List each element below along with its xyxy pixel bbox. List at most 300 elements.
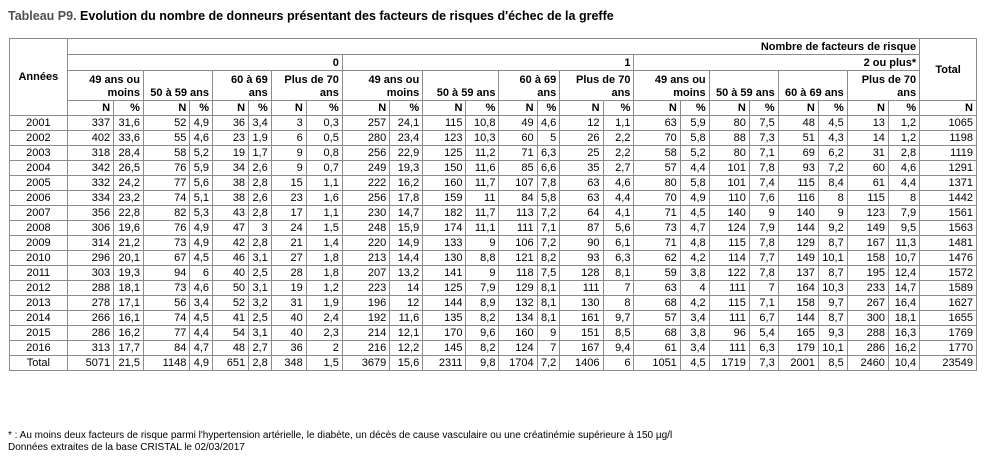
- percent-cell: 7,2: [818, 161, 847, 176]
- n-header: N: [213, 101, 249, 116]
- count-cell: 334: [67, 191, 113, 206]
- n-header: N: [67, 101, 113, 116]
- percent-cell: 24,1: [390, 116, 423, 131]
- percent-cell: 3,4: [190, 296, 213, 311]
- percent-cell: 11,7: [466, 206, 499, 221]
- percent-cell: 7,4: [749, 176, 778, 191]
- count-cell: 101: [709, 176, 749, 191]
- percent-cell: 4,2: [680, 296, 709, 311]
- percent-cell: 6,3: [603, 251, 634, 266]
- count-cell: 2460: [847, 356, 888, 371]
- percent-cell: 3,1: [249, 326, 272, 341]
- percent-cell: 16,2: [114, 326, 144, 341]
- row-total-cell: 1291: [920, 161, 977, 176]
- percent-cell: 4,6: [190, 281, 213, 296]
- percent-cell: 0,3: [306, 116, 342, 131]
- count-cell: 165: [778, 326, 818, 341]
- count-cell: 60: [499, 131, 537, 146]
- group-header-2-plus: 2 ou plus*: [634, 55, 920, 71]
- count-cell: 56: [143, 296, 189, 311]
- percent-cell: 16,3: [888, 326, 919, 341]
- count-cell: 36: [271, 341, 306, 356]
- percent-cell: 9: [537, 326, 560, 341]
- age-header: Plus de 70 ans: [560, 71, 634, 101]
- count-cell: 57: [634, 311, 680, 326]
- percent-cell: 1,7: [249, 146, 272, 161]
- percent-cell: 7,1: [749, 146, 778, 161]
- table-row: [10, 311, 977, 326]
- percent-cell: 8: [888, 191, 919, 206]
- count-cell: 82: [143, 206, 189, 221]
- percent-cell: 2: [306, 341, 342, 356]
- count-cell: 6: [271, 131, 306, 146]
- count-cell: 77: [143, 326, 189, 341]
- count-cell: 356: [67, 206, 113, 221]
- count-cell: 76: [143, 161, 189, 176]
- year-cell: 2010: [10, 251, 68, 266]
- count-cell: 12: [560, 116, 603, 131]
- percent-cell: 24,2: [114, 176, 144, 191]
- table-row: [10, 266, 977, 281]
- percent-cell: 6,6: [537, 161, 560, 176]
- percent-cell: 5,8: [680, 176, 709, 191]
- count-cell: 80: [709, 116, 749, 131]
- count-cell: 182: [423, 206, 466, 221]
- percent-cell: 4,2: [680, 251, 709, 266]
- percent-cell: 5,9: [680, 116, 709, 131]
- percent-cell: 9,6: [466, 326, 499, 341]
- percent-cell: 2,8: [249, 236, 272, 251]
- percent-cell: 21,5: [114, 356, 144, 371]
- percent-cell: 7,6: [749, 191, 778, 206]
- count-cell: 167: [560, 341, 603, 356]
- row-total-cell: 23549: [920, 356, 977, 371]
- percent-header: %: [249, 101, 272, 116]
- percent-cell: 5,2: [680, 146, 709, 161]
- count-cell: 296: [67, 251, 113, 266]
- count-cell: 14: [847, 131, 888, 146]
- count-cell: 13: [847, 116, 888, 131]
- percent-cell: 4,7: [190, 341, 213, 356]
- percent-cell: 5,1: [190, 191, 213, 206]
- row-total-cell: 1065: [920, 116, 977, 131]
- count-cell: 26: [560, 131, 603, 146]
- count-cell: 85: [499, 161, 537, 176]
- percent-cell: 2,8: [249, 176, 272, 191]
- percent-cell: 8,2: [466, 341, 499, 356]
- count-cell: 1051: [634, 356, 680, 371]
- count-cell: 107: [499, 176, 537, 191]
- count-cell: 2001: [778, 356, 818, 371]
- percent-cell: 4,6: [603, 176, 634, 191]
- percent-cell: 4,9: [680, 191, 709, 206]
- count-cell: 318: [67, 146, 113, 161]
- percent-cell: 7,3: [749, 131, 778, 146]
- percent-cell: 2,7: [249, 341, 272, 356]
- row-total-cell: 1655: [920, 311, 977, 326]
- percent-cell: 8,2: [537, 251, 560, 266]
- percent-cell: 8,7: [818, 266, 847, 281]
- age-header: 49 ans ou moins: [342, 71, 422, 101]
- percent-cell: 3,4: [680, 311, 709, 326]
- percent-cell: 10,1: [818, 251, 847, 266]
- count-cell: 249: [342, 161, 389, 176]
- count-cell: 278: [67, 296, 113, 311]
- n-header: N: [847, 101, 888, 116]
- count-cell: 111: [709, 311, 749, 326]
- count-cell: 90: [560, 236, 603, 251]
- count-cell: 42: [213, 236, 249, 251]
- count-cell: 300: [847, 311, 888, 326]
- count-cell: 248: [342, 221, 389, 236]
- count-cell: 28: [271, 266, 306, 281]
- percent-cell: 8,7: [818, 311, 847, 326]
- count-cell: 150: [423, 161, 466, 176]
- percent-cell: 16,2: [888, 341, 919, 356]
- count-cell: 74: [143, 191, 189, 206]
- percent-cell: 1,9: [249, 131, 272, 146]
- count-cell: 130: [423, 251, 466, 266]
- count-cell: 256: [342, 146, 389, 161]
- year-cell: 2003: [10, 146, 68, 161]
- count-cell: 158: [847, 251, 888, 266]
- count-cell: 267: [847, 296, 888, 311]
- percent-cell: 5,9: [190, 161, 213, 176]
- percent-cell: 12,2: [390, 341, 423, 356]
- count-cell: 214: [342, 326, 389, 341]
- count-cell: 125: [423, 146, 466, 161]
- percent-cell: 3: [249, 221, 272, 236]
- percent-header: %: [603, 101, 634, 116]
- count-cell: 62: [634, 251, 680, 266]
- count-cell: 52: [143, 116, 189, 131]
- count-cell: 113: [499, 206, 537, 221]
- year-cell: 2013: [10, 296, 68, 311]
- count-cell: 111: [709, 341, 749, 356]
- count-cell: 40: [271, 311, 306, 326]
- count-cell: 288: [67, 281, 113, 296]
- count-cell: 158: [778, 296, 818, 311]
- table-row: [10, 341, 977, 356]
- age-header: 50 à 59 ans: [143, 71, 212, 101]
- percent-cell: 7,7: [749, 251, 778, 266]
- count-cell: 68: [634, 296, 680, 311]
- percent-cell: 4: [680, 281, 709, 296]
- row-total-cell: 1589: [920, 281, 977, 296]
- count-cell: 129: [499, 281, 537, 296]
- percent-cell: 10,4: [888, 356, 919, 371]
- percent-header: %: [466, 101, 499, 116]
- year-cell: 2007: [10, 206, 68, 221]
- count-cell: 57: [634, 161, 680, 176]
- percent-cell: 9: [466, 236, 499, 251]
- percent-cell: 2,4: [306, 311, 342, 326]
- age-header: 60 à 69 ans: [499, 71, 560, 101]
- n-header: N: [778, 101, 818, 116]
- count-cell: 286: [67, 326, 113, 341]
- percent-cell: 14,9: [390, 236, 423, 251]
- percent-cell: 4,3: [818, 131, 847, 146]
- count-cell: 348: [271, 356, 306, 371]
- count-cell: 41: [213, 311, 249, 326]
- percent-cell: 6,7: [749, 311, 778, 326]
- percent-cell: 11,3: [888, 236, 919, 251]
- count-cell: 19: [271, 281, 306, 296]
- age-header: 50 à 59 ans: [709, 71, 778, 101]
- donor-risk-table: [9, 38, 977, 371]
- percent-cell: 2,8: [249, 206, 272, 221]
- percent-cell: 10,8: [466, 116, 499, 131]
- year-cell: 2008: [10, 221, 68, 236]
- percent-cell: 6,1: [603, 236, 634, 251]
- percent-cell: 19,6: [114, 221, 144, 236]
- year-cell: 2014: [10, 311, 68, 326]
- count-cell: 55: [143, 131, 189, 146]
- footnote-risk-definition: * : Au moins deux facteurs de risque parmi l'hypertension artérielle, le diabète, un décès de cause vasculaire ou une créatinémie supérieure à 150 µg/l: [8, 430, 673, 441]
- count-cell: 21: [271, 236, 306, 251]
- percent-cell: 4,4: [888, 176, 919, 191]
- percent-cell: 3,8: [680, 266, 709, 281]
- percent-cell: 7,2: [537, 236, 560, 251]
- percent-cell: 6: [190, 266, 213, 281]
- n-header: N: [423, 101, 466, 116]
- percent-cell: 7,8: [749, 161, 778, 176]
- count-cell: 207: [342, 266, 389, 281]
- table-row: [10, 146, 977, 161]
- percent-cell: 4,6: [537, 116, 560, 131]
- row-total-cell: 1563: [920, 221, 977, 236]
- count-cell: 77: [143, 176, 189, 191]
- table-row: [10, 326, 977, 341]
- percent-cell: 1,5: [306, 356, 342, 371]
- percent-cell: 2,8: [249, 356, 272, 371]
- n-header: N: [709, 101, 749, 116]
- count-cell: 123: [423, 131, 466, 146]
- count-cell: 303: [67, 266, 113, 281]
- count-cell: 60: [847, 161, 888, 176]
- count-cell: 47: [213, 221, 249, 236]
- count-cell: 3679: [342, 356, 389, 371]
- percent-cell: 5,3: [190, 206, 213, 221]
- percent-cell: 9: [749, 206, 778, 221]
- percent-cell: 10,3: [818, 281, 847, 296]
- percent-cell: 7: [603, 281, 634, 296]
- count-cell: 69: [778, 146, 818, 161]
- count-cell: 195: [847, 266, 888, 281]
- count-cell: 64: [560, 206, 603, 221]
- percent-cell: 10,7: [888, 251, 919, 266]
- count-cell: 63: [560, 191, 603, 206]
- count-cell: 35: [560, 161, 603, 176]
- percent-cell: 19,3: [114, 266, 144, 281]
- percent-cell: 7: [749, 281, 778, 296]
- percent-cell: 5,8: [680, 131, 709, 146]
- percent-cell: 14,7: [888, 281, 919, 296]
- count-cell: 9: [271, 161, 306, 176]
- years-header: Années: [10, 39, 68, 116]
- count-cell: 332: [67, 176, 113, 191]
- percent-cell: 21,2: [114, 236, 144, 251]
- percent-cell: 31,6: [114, 116, 144, 131]
- count-cell: 71: [499, 146, 537, 161]
- count-cell: 96: [709, 326, 749, 341]
- percent-cell: 0,8: [306, 146, 342, 161]
- percent-cell: 4,5: [190, 251, 213, 266]
- percent-cell: 5,8: [537, 191, 560, 206]
- count-cell: 135: [423, 311, 466, 326]
- percent-cell: 9: [466, 266, 499, 281]
- count-cell: 25: [560, 146, 603, 161]
- percent-header: %: [888, 101, 919, 116]
- percent-cell: 5,2: [190, 146, 213, 161]
- count-cell: 115: [847, 191, 888, 206]
- table-title-text: Evolution du nombre de donneurs présentant des facteurs de risques d'échec de la greffe: [80, 9, 614, 23]
- count-cell: 27: [271, 251, 306, 266]
- percent-cell: 23,4: [390, 131, 423, 146]
- percent-cell: 15,9: [390, 221, 423, 236]
- percent-cell: 18,1: [114, 281, 144, 296]
- count-cell: 73: [143, 236, 189, 251]
- percent-cell: 2,7: [603, 161, 634, 176]
- percent-cell: 7,8: [749, 266, 778, 281]
- count-cell: 63: [634, 281, 680, 296]
- percent-cell: 14: [390, 281, 423, 296]
- row-total-cell: 1442: [920, 191, 977, 206]
- count-cell: 9: [271, 146, 306, 161]
- percent-cell: 9: [818, 206, 847, 221]
- count-cell: 651: [213, 356, 249, 371]
- count-cell: 73: [634, 221, 680, 236]
- count-cell: 125: [423, 281, 466, 296]
- year-cell: 2016: [10, 341, 68, 356]
- percent-cell: 6,2: [818, 146, 847, 161]
- count-cell: 133: [423, 236, 466, 251]
- count-cell: 286: [847, 341, 888, 356]
- count-cell: 220: [342, 236, 389, 251]
- table-row: [10, 116, 977, 131]
- percent-header: %: [680, 101, 709, 116]
- percent-cell: 5,6: [603, 221, 634, 236]
- table-row: [10, 191, 977, 206]
- count-cell: 23: [213, 131, 249, 146]
- count-cell: 1704: [499, 356, 537, 371]
- percent-cell: 16,2: [390, 176, 423, 191]
- count-cell: 94: [143, 266, 189, 281]
- year-cell: 2004: [10, 161, 68, 176]
- count-cell: 52: [213, 296, 249, 311]
- percent-cell: 7,1: [537, 221, 560, 236]
- n-header: N: [342, 101, 389, 116]
- year-cell: 2011: [10, 266, 68, 281]
- percent-cell: 6,3: [537, 146, 560, 161]
- count-cell: 31: [271, 296, 306, 311]
- count-cell: 71: [634, 236, 680, 251]
- percent-cell: 1,6: [306, 191, 342, 206]
- percent-cell: 11,7: [466, 176, 499, 191]
- count-cell: 93: [778, 161, 818, 176]
- percent-cell: 6,3: [749, 341, 778, 356]
- count-cell: 137: [778, 266, 818, 281]
- count-cell: 38: [213, 176, 249, 191]
- count-cell: 145: [423, 341, 466, 356]
- count-cell: 76: [143, 221, 189, 236]
- count-cell: 313: [67, 341, 113, 356]
- count-cell: 49: [499, 116, 537, 131]
- percent-cell: 8,2: [466, 311, 499, 326]
- percent-cell: 8,5: [603, 326, 634, 341]
- count-cell: 63: [634, 116, 680, 131]
- count-cell: 70: [634, 131, 680, 146]
- count-cell: 337: [67, 116, 113, 131]
- count-cell: 84: [499, 191, 537, 206]
- percent-cell: 2,6: [249, 161, 272, 176]
- total-n-header: N: [920, 101, 977, 116]
- count-cell: 63: [560, 176, 603, 191]
- count-cell: 51: [778, 131, 818, 146]
- percent-cell: 8,1: [603, 266, 634, 281]
- percent-cell: 7,8: [749, 236, 778, 251]
- count-cell: 111: [499, 221, 537, 236]
- percent-cell: 4,5: [818, 116, 847, 131]
- count-cell: 87: [560, 221, 603, 236]
- percent-cell: 8,7: [818, 236, 847, 251]
- count-cell: 192: [342, 311, 389, 326]
- count-cell: 40: [271, 326, 306, 341]
- percent-header: %: [749, 101, 778, 116]
- count-cell: 402: [67, 131, 113, 146]
- count-cell: 134: [499, 311, 537, 326]
- table-row: [10, 281, 977, 296]
- count-cell: 130: [560, 296, 603, 311]
- percent-cell: 9,3: [818, 326, 847, 341]
- count-cell: 124: [499, 341, 537, 356]
- percent-cell: 9,2: [818, 221, 847, 236]
- count-cell: 115: [709, 236, 749, 251]
- count-cell: 213: [342, 251, 389, 266]
- percent-cell: 26,5: [114, 161, 144, 176]
- n-header: N: [634, 101, 680, 116]
- count-cell: 149: [847, 221, 888, 236]
- count-cell: 149: [778, 251, 818, 266]
- percent-cell: 20,1: [114, 251, 144, 266]
- percent-cell: 4,5: [680, 206, 709, 221]
- percent-cell: 22,9: [390, 146, 423, 161]
- count-cell: 1148: [143, 356, 189, 371]
- count-cell: 111: [709, 281, 749, 296]
- percent-cell: 1,1: [306, 206, 342, 221]
- count-cell: 80: [709, 146, 749, 161]
- count-cell: 17: [271, 206, 306, 221]
- percent-cell: 9,5: [888, 221, 919, 236]
- count-cell: 174: [423, 221, 466, 236]
- percent-cell: 14,7: [390, 206, 423, 221]
- total-header: Total: [920, 39, 977, 101]
- percent-cell: 8,8: [466, 251, 499, 266]
- percent-cell: 11,2: [466, 146, 499, 161]
- percent-cell: 8: [603, 296, 634, 311]
- percent-cell: 4,9: [190, 356, 213, 371]
- footnotes: [8, 430, 672, 454]
- table-title: [8, 9, 614, 23]
- count-cell: 115: [709, 296, 749, 311]
- count-cell: 1406: [560, 356, 603, 371]
- count-cell: 61: [634, 341, 680, 356]
- count-cell: 124: [709, 221, 749, 236]
- age-header: 60 à 69 ans: [778, 71, 847, 101]
- count-cell: 15: [271, 176, 306, 191]
- percent-cell: 3,8: [680, 326, 709, 341]
- percent-cell: 18,1: [888, 311, 919, 326]
